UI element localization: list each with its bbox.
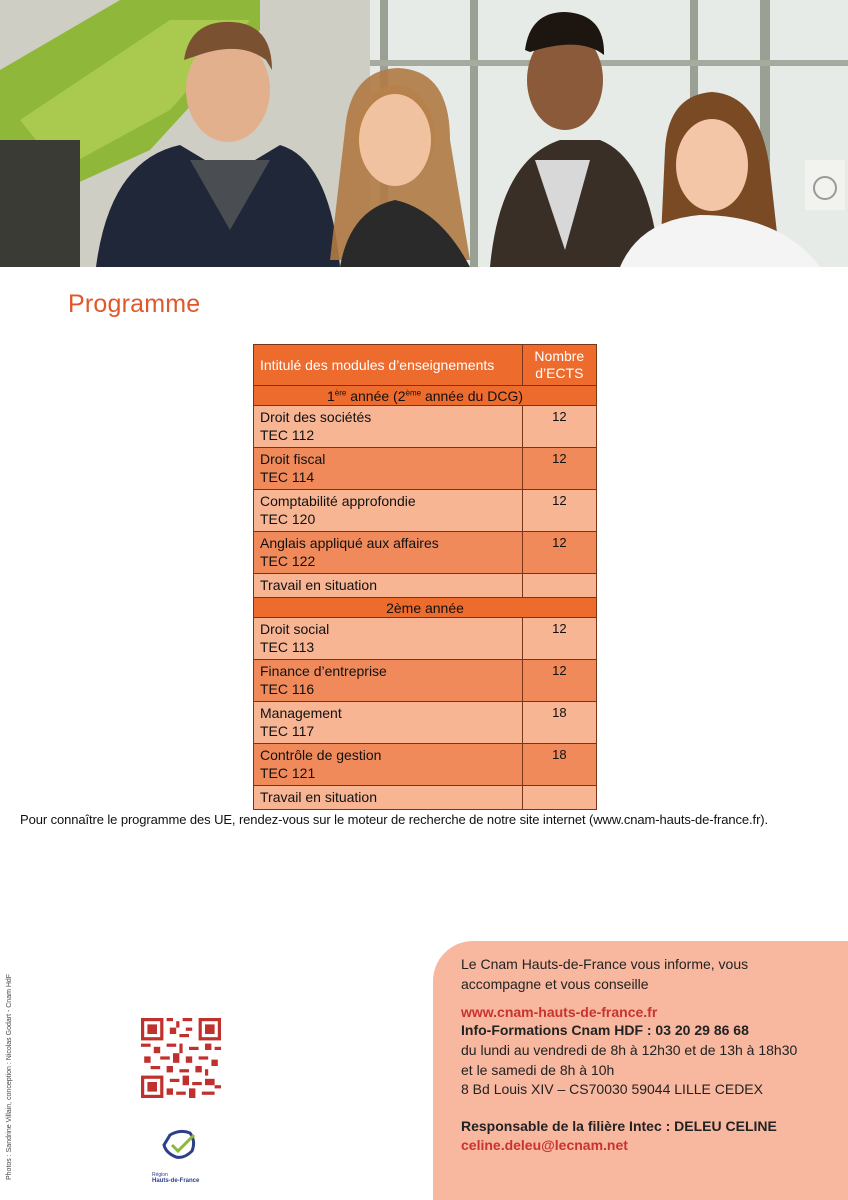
contact-intro: Le Cnam Hauts-de-France vous informe, vous accompagne et vous conseille (461, 956, 749, 992)
module-column-header: Intitulé des modules d’enseignements (254, 345, 523, 386)
module-code: TEC 116 (260, 681, 315, 697)
page-title: Programme (68, 290, 201, 318)
program-table (253, 344, 597, 810)
module-title: Comptabilité approfondie (260, 493, 416, 509)
contact-box (433, 941, 848, 1200)
year1-label: 1ère année (2ème année du DCG) (254, 386, 597, 406)
info-hours-saturday: et le samedi de 8h à 10h (461, 1062, 615, 1078)
module-ects (522, 574, 596, 598)
info-address: 8 Bd Louis XIV – CS70030 59044 LILLE CEDEX (461, 1081, 763, 1097)
info-hours-weekday: du lundi au vendredi de 8h à 12h30 et de 13h à 18h30 (461, 1042, 798, 1058)
module-title: Anglais appliqué aux affaires (260, 535, 439, 551)
manager-email-link[interactable]: celine.deleu@lecnam.net (461, 1137, 628, 1153)
module-title: Contrôle de gestion (260, 747, 382, 763)
region-map-icon (150, 1127, 210, 1167)
table-row (254, 406, 597, 448)
module-code: TEC 121 (260, 765, 316, 781)
year1-section-row (254, 386, 597, 406)
ects-column-header: Nombre d’ECTS (522, 345, 596, 386)
year2-label: 2ème année (254, 598, 597, 618)
module-title: Droit des sociétés (260, 409, 372, 425)
module-code: TEC 120 (260, 511, 316, 527)
table-row (254, 786, 597, 810)
module-code: TEC 122 (260, 553, 316, 569)
table-row (254, 574, 597, 598)
work-placement-label: Travail en situation (254, 786, 523, 810)
module-code: TEC 117 (260, 723, 315, 739)
module-ects: 12 (522, 448, 596, 490)
region-logo-line1: Région (152, 1172, 168, 1178)
info-phone: Info-Formations Cnam HDF : 03 20 29 86 68 (461, 1022, 749, 1038)
module-ects: 12 (522, 406, 596, 448)
module-ects: 18 (522, 744, 596, 786)
program-note: Pour connaître le programme des UE, rendez-vous sur le moteur de recherche de notre site internet (www.cnam-hauts-de-france.fr). (20, 812, 769, 827)
table-row (254, 702, 597, 744)
table-row (254, 448, 597, 490)
table-header-row (254, 345, 597, 386)
module-ects: 12 (522, 618, 596, 660)
module-code: TEC 114 (260, 469, 315, 485)
module-title: Finance d’entreprise (260, 663, 387, 679)
module-ects: 12 (522, 490, 596, 532)
module-code: TEC 113 (260, 639, 315, 655)
year2-section-row (254, 598, 597, 618)
work-placement-label: Travail en situation (254, 574, 523, 598)
header-photo (0, 0, 848, 267)
module-ects (522, 786, 596, 810)
website-link[interactable]: www.cnam-hauts-de-france.fr (461, 1004, 658, 1020)
table-row (254, 660, 597, 702)
program-manager: Responsable de la filière Intec : DELEU CELINE (461, 1118, 777, 1134)
module-title: Droit fiscal (260, 451, 326, 467)
table-row (254, 744, 597, 786)
photo-credit: Photos : Sandrine Villain, conception : Nicolas Godart - Cnam HdF (6, 973, 13, 1180)
qr-code-icon (141, 1018, 221, 1098)
module-ects: 18 (522, 702, 596, 744)
module-code: TEC 112 (260, 427, 315, 443)
table-row (254, 618, 597, 660)
module-ects: 12 (522, 532, 596, 574)
table-row (254, 532, 597, 574)
module-ects: 12 (522, 660, 596, 702)
table-row (254, 490, 597, 532)
module-title: Droit social (260, 621, 330, 637)
module-title: Management (260, 705, 342, 721)
region-logo (150, 1127, 210, 1184)
region-logo-line2: Hauts-de-France (152, 1178, 200, 1184)
